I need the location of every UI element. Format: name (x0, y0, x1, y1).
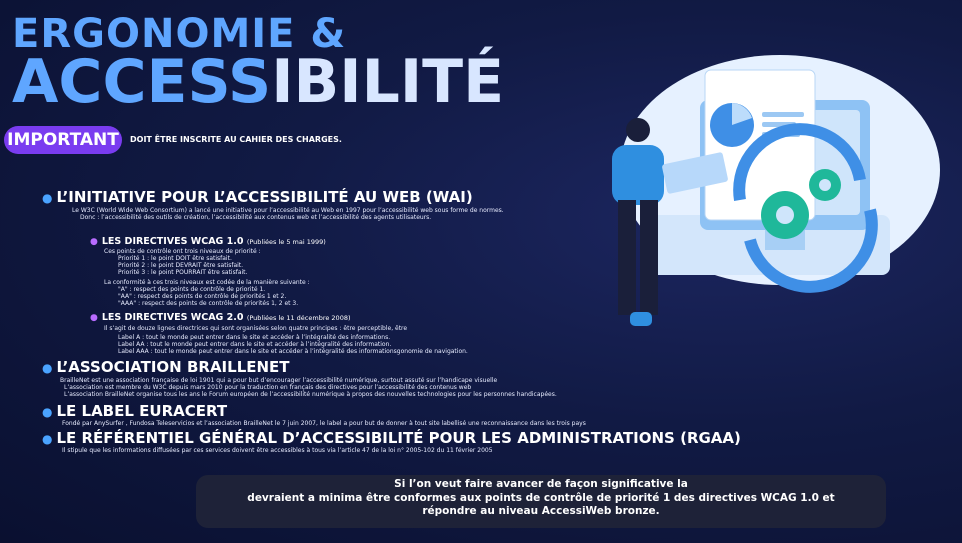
braillenet-line-2: L’association est membre du W3C depuis mars 2010 pour la traduction en français des directives pour l’accessibilité des contenus web (64, 384, 472, 391)
wcag1-line-2: Priorité 1 : le point DOIT être satisfait. (118, 255, 232, 262)
wcag2-heading (90, 312, 351, 323)
title-line-1: ERGONOMIE & (12, 11, 347, 57)
bullet-icon: ● (42, 191, 53, 205)
wcag2-line-2: Label A : tout le monde peut entrer dans le site et accéder à l’intégralité des informations. (118, 334, 391, 341)
wai-line-2: Donc : l’accessibilité des outils de création, l’accessibilité aux contenus web et l’accessibilité des agents utilisateurs. (80, 214, 432, 221)
person-leg (640, 200, 658, 315)
wai-heading (42, 188, 473, 206)
wcag1-line-8: "AAA" : respect des points de contrôle de priorités 1, 2 et 3. (118, 300, 299, 307)
wai-heading-text: L’INITIATIVE POUR L’ACCESSIBILITÉ AU WEB (WAI) (56, 188, 473, 206)
wcag2-line-3: Label AA : tout le monde peut entrer dans le site et accéder à l’intégralité des information. (118, 341, 392, 348)
wcag1-heading-text: LES DIRECTIVES WCAG 1.0 (101, 236, 244, 247)
wcag2-line-4: Label AAA : tout le monde peut entrer dans le site et accéder à l’intégralité des informationsgonomie de navigation. (118, 348, 468, 355)
braillenet-line-3: L’association BrailleNet organise tous les ans le Forum européen de l’accessibilité numérique à propos des nouvelles technologies pour les personnes handicapées. (64, 391, 557, 398)
rgaa-heading (42, 429, 741, 447)
wcag1-line-6: "A" : respect des points de contrôle de priorité 1. (118, 286, 266, 293)
important-note: DOIT ÊTRE INSCRITE AU CAHIER DES CHARGES. (130, 135, 342, 144)
bullet-icon: ● (42, 405, 53, 419)
bullet-icon: ● (90, 237, 98, 247)
callout-box (196, 475, 886, 528)
title-line-2 (12, 47, 505, 117)
euracert-heading (42, 402, 227, 420)
wcag1-line-1: Ces points de contrôle ont trois niveaux de priorité : (104, 248, 261, 255)
person-shoe (630, 312, 652, 326)
rgaa-heading-text: LE RÉFÉRENTIEL GÉNÉRAL D’ACCESSIBILITÉ POUR LES ADMINISTRATIONS (RGAA) (56, 429, 741, 447)
wcag1-heading (90, 236, 326, 247)
callout-line-2: devraient a minima être conformes aux points de contrôle de priorité 1 des directives WCAG 1.0 et (247, 491, 835, 504)
callout-line-3: répondre au niveau AccessiWeb bronze. (422, 505, 660, 517)
wai-line-1: Le W3C (World Wide Web Consortium) a lancé une initiative pour l’accessibilité au Web en 1997 pour l’accessibilité web sous forme de normes. (72, 207, 504, 214)
doc-line (762, 112, 804, 117)
wcag1-line-7: "AA" : respect des points de contrôle de priorités 1 et 2. (118, 293, 287, 300)
person-leg (618, 200, 636, 315)
wcag1-line-4: Priorité 3 : le point POURRAIT être satisfait. (118, 269, 248, 276)
bullet-icon: ● (42, 361, 53, 375)
bullet-icon: ● (90, 313, 98, 323)
rgaa-line: Il stipule que les informations diffusées par ces services doivent être accessibles à tous via l’article 47 de la loi n° 2005-102 du 11 février 2005 (62, 447, 493, 454)
important-badge: IMPORTANT (4, 126, 122, 154)
gear-hole (776, 206, 794, 224)
bullet-icon: ● (42, 432, 53, 446)
person-shirt (612, 145, 664, 205)
wcag2-line-1: Il s’agit de douze lignes directrices qui sont organisées selon quatre principes : être perceptible, être (104, 325, 408, 332)
person-head (626, 118, 650, 142)
wcag2-heading-text: LES DIRECTIVES WCAG 2.0 (101, 312, 244, 323)
euracert-heading-text: LE LABEL EURACERT (56, 402, 228, 420)
title-line-2-a: ACCESS (12, 47, 272, 117)
braillenet-heading (42, 358, 290, 376)
wcag2-date: (Publiées le 11 décembre 2008) (246, 314, 351, 322)
braillenet-line-1: BrailleNet est une association française de loi 1901 qui a pour but d’encourager l’accessibilité numérique, surtout assuté sur l’handicape visuelle (60, 377, 498, 384)
wcag1-date: (Publiées le 5 mai 1999) (246, 238, 326, 246)
accessibility-illustration (590, 40, 940, 340)
gear-hole (819, 179, 831, 191)
wcag1-line-3: Priorité 2 : le point DEVRAIT être satisfait. (118, 262, 244, 269)
callout-line-1: Si l’on veut faire avancer de façon significative la (394, 478, 688, 490)
wcag1-line-5: La conformité à ces trois niveaux est codée de la manière suivante : (104, 279, 310, 286)
braillenet-heading-text: L’ASSOCIATION BRAILLENET (56, 358, 290, 376)
title-line-2-b: IBILITÉ (271, 47, 505, 117)
euracert-line: Fondé par AnySurfer , Fundosa Teleservicios et l’association BrailleNet le 7 juin 2007, le label a pour but de donner à tout site labellisé une reconnaissance dans les trois pays (62, 420, 586, 427)
